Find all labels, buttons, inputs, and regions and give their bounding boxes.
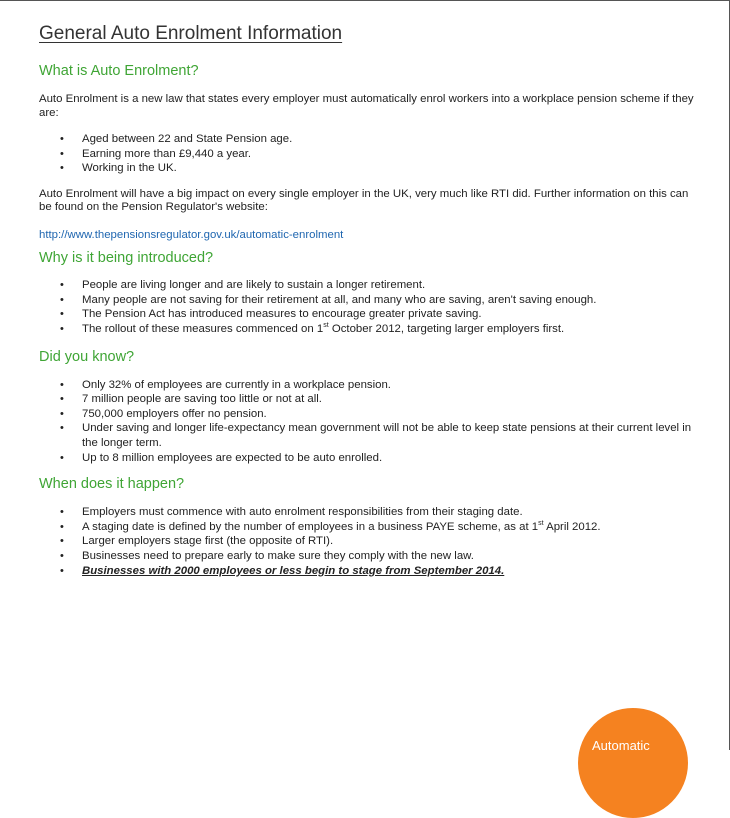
- what-list: [39, 132, 699, 176]
- list-item: • People are living longer and are likely to sustain a longer retirement.: [82, 278, 699, 293]
- list-item: • 750,000 employers offer no pension.: [82, 407, 699, 422]
- list-item: [82, 564, 699, 579]
- list-item: • Aged between 22 and State Pension age.: [82, 132, 699, 147]
- ordinal-suffix: st: [538, 519, 544, 527]
- automatic-badge: [578, 708, 688, 818]
- list-item: • Under saving and longer life-expectancy mean government will not be able to keep state pensions at their current level in the longer term.: [82, 421, 699, 450]
- document-body: [39, 22, 699, 578]
- heading-why: Why is it being introduced?: [39, 250, 214, 267]
- list-item: • Employers must commence with auto enrolment responsibilities from their staging date.: [82, 505, 699, 520]
- badge-label: Automatic: [592, 738, 650, 753]
- pensions-regulator-link[interactable]: http://www.thepensionsregulator.gov.uk/automatic-enrolment: [39, 228, 344, 241]
- emphasis-text: Businesses with 2000 employees or less begin to stage from September 2014.: [82, 564, 505, 577]
- list-item: • 7 million people are saving too little or not at all.: [82, 392, 699, 407]
- list-item: • Larger employers stage first (the opposite of RTI).: [82, 534, 699, 549]
- list-item: • Many people are not saving for their retirement at all, and many who are saving, aren't saving enough.: [82, 293, 699, 308]
- list-item: • Working in the UK.: [82, 161, 699, 176]
- what-intro: Auto Enrolment is a new law that states every employer must automatically enrol workers into a workplace pension scheme if they are:: [39, 93, 694, 119]
- ordinal-suffix: st: [323, 322, 329, 330]
- heading-know: Did you know?: [39, 348, 135, 365]
- list-item: • Up to 8 million employees are expected to be auto enrolled.: [82, 451, 699, 466]
- list-item-text: The rollout of these measures commenced on 1: [82, 323, 324, 336]
- page-title: General Auto Enrolment Information: [39, 23, 343, 44]
- list-item: [82, 322, 699, 337]
- list-item-text: April 2012.: [543, 520, 601, 533]
- heading-what: What is Auto Enrolment?: [39, 63, 199, 79]
- list-item: • Only 32% of employees are currently in a workplace pension.: [82, 378, 699, 393]
- top-border: [0, 0, 730, 1]
- list-item-text: A staging date is defined by the number of employees in a business PAYE scheme, as at 1: [82, 520, 539, 533]
- list-item: • Earning more than £9,440 a year.: [82, 147, 699, 162]
- what-body: Auto Enrolment will have a big impact on every single employer in the UK, very much like RTI did. Further information on this can be found on the Pension Regulator's website:: [39, 187, 689, 214]
- list-item: [82, 520, 699, 535]
- list-item-text: October 2012, targeting larger employers first.: [328, 323, 565, 336]
- list-item: • Businesses need to prepare early to make sure they comply with the new law.: [82, 549, 699, 564]
- heading-when: When does it happen?: [39, 476, 185, 493]
- why-list: [39, 278, 699, 336]
- list-item: • The Pension Act has introduced measures to encourage greater private saving.: [82, 307, 699, 322]
- know-list: [39, 378, 699, 466]
- when-list: [39, 505, 699, 578]
